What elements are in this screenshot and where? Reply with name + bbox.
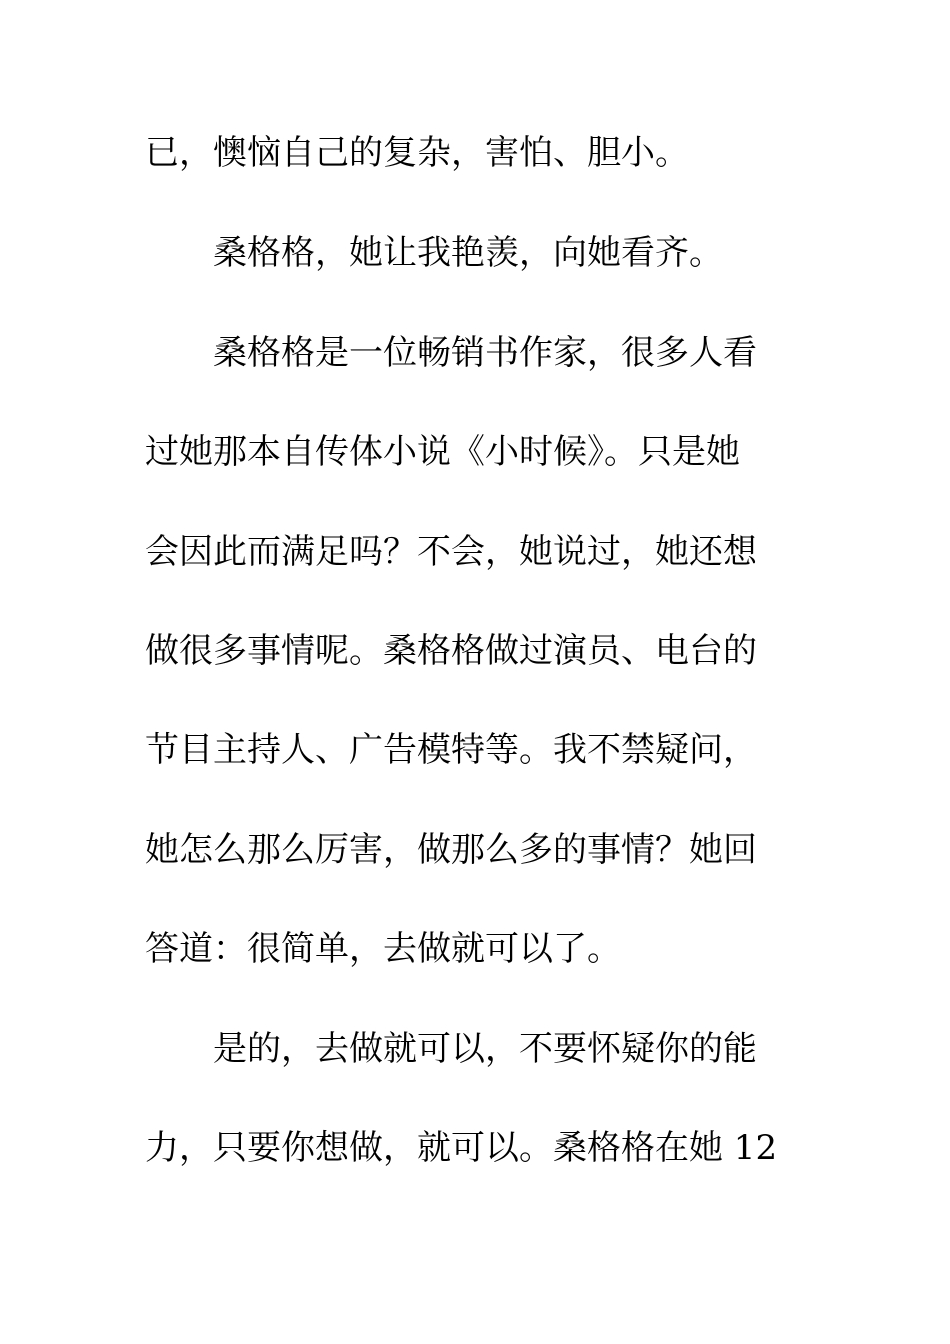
text-line: 会因此而满足吗？不会，她说过，她还想 (145, 532, 757, 572)
text-line: 答道：很简单，去做就可以了。 (145, 929, 621, 969)
text-line: 是的，去做就可以，不要怀疑你的能 (145, 1029, 757, 1069)
text-line: 过她那本自传体小说《小时候》。只是她 (145, 432, 740, 472)
text-line: 已，懊恼自己的复杂，害怕、胆小。 (145, 133, 689, 173)
text-line: 力，只要你想做，就可以。桑格格在她 12 (145, 1128, 778, 1168)
text-line: 她怎么那么厉害，做那么多的事情？她回 (145, 830, 757, 870)
text-line: 桑格格，她让我艳羡，向她看齐。 (145, 233, 723, 273)
text-line: 桑格格是一位畅销书作家，很多人看 (145, 333, 757, 373)
text-line: 节目主持人、广告模特等。我不禁疑问， (145, 730, 757, 770)
text-line: 做很多事情呢。桑格格做过演员、电台的 (145, 631, 757, 671)
